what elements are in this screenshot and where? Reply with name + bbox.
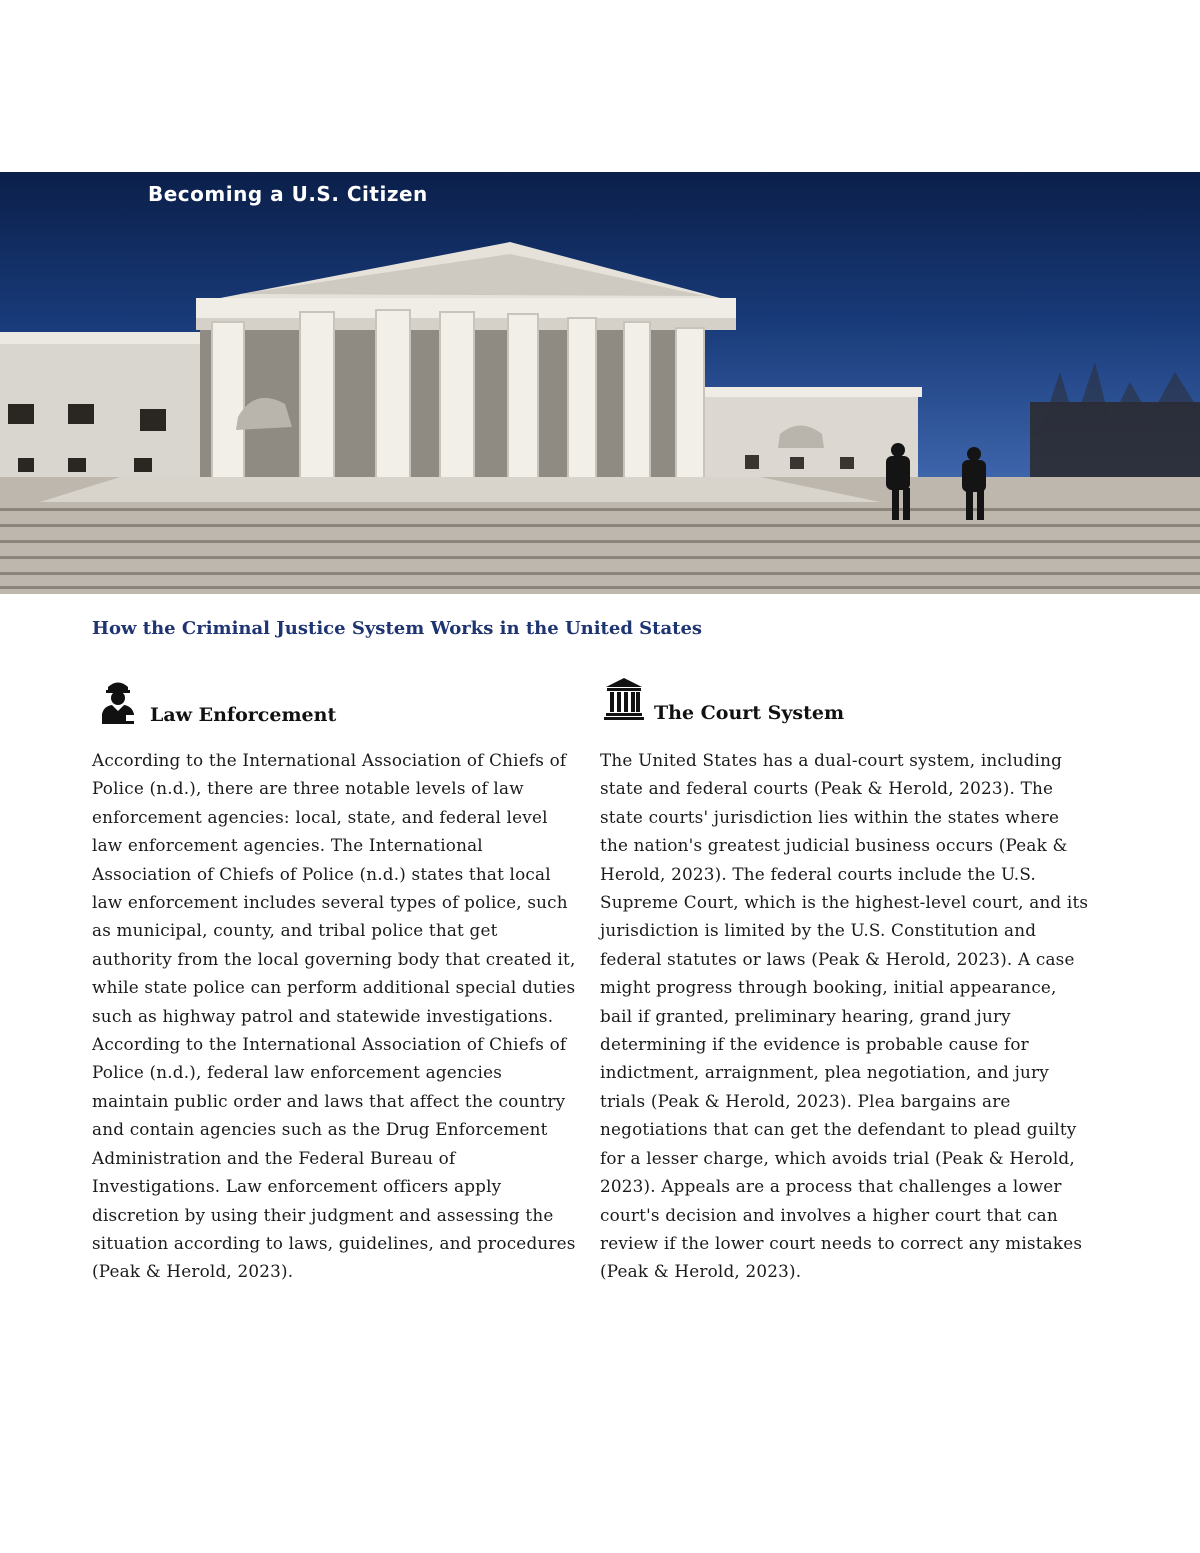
court-system-section (600, 676, 1090, 1286)
hero-title: Becoming a U.S. Citizen (148, 182, 428, 206)
law-enforcement-section (92, 676, 582, 1286)
section-heading: The Court System (654, 702, 845, 724)
hero-banner-image (0, 172, 1200, 594)
section-heading: Law Enforcement (150, 704, 337, 726)
section-header (92, 676, 582, 732)
police-officer-icon (98, 678, 138, 728)
page-title: How the Criminal Justice System Works in the United States (92, 618, 703, 639)
section-body: According to the International Association of Chiefs of Police (n.d.), there are three notable levels of law enforcement agencies: local, state, and federal level law enforcement agencies. The International Association of Chiefs of Police (n.d.) states that local law enforcement includes several types of police, such as municipal, county, and tribal police that get authority from the local governing body that created it, while state police can perform additional special duties such as highway patrol and statewide investigations. According to the International Association of Chiefs of Police (n.d.), federal law enforcement agencies maintain public order and laws that affect the country and contain agencies such as the Drug Enforcement Administration and the Federal Bureau of Investigations. Law enforcement officers apply discretion by using their judgment and assessing the situation according to laws, guidelines, and procedures (Peak & Herold, 2023). (92, 750, 576, 1282)
section-body: The United States has a dual-court system, including state and federal courts (Peak & Herold, 2023). The state courts' jurisdiction lies within the states where the nation's greatest judicial business occurs (Peak & Herold, 2023). The federal courts include the U.S. Supreme Court, which is the highest-level court, and its jurisdiction is limited by the U.S. Constitution and federal statutes or laws (Peak & Herold, 2023). A case might progress through booking, initial appearance, bail if granted, preliminary hearing, grand jury determining if the evidence is probable cause for indictment, arraignment, plea negotiation, and jury trials (Peak & Herold, 2023). Plea bargains are negotiations that can get the defendant to plead guilty for a lesser charge, which avoids trial (Peak & Herold, 2023). Appeals are a process that challenges a lower court's decision and involves a higher court that can review if the lower court needs to correct any mistakes (Peak & Herold, 2023). (600, 750, 1089, 1282)
supreme-court-building-illustration (0, 172, 1200, 594)
courthouse-icon (604, 676, 644, 724)
section-header (600, 676, 1090, 732)
